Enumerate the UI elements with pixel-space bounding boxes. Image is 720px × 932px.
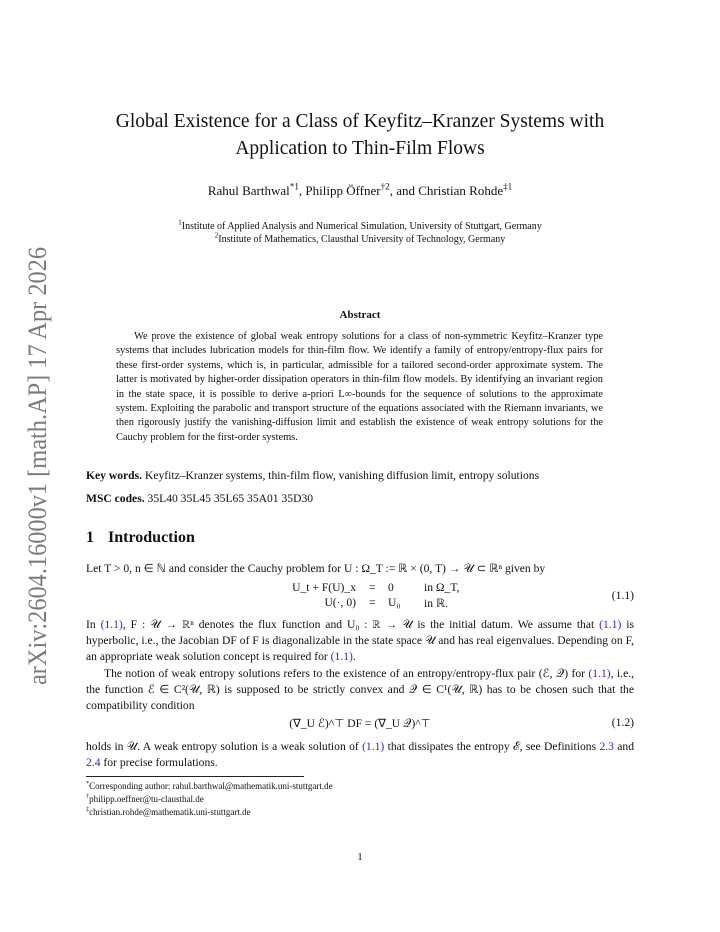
title-line-2: Application to Thin-Film Flows — [235, 138, 485, 159]
paper-title — [86, 108, 634, 162]
title-line-1: Global Existence for a Class of Keyfitz–Kranzer Systems with — [115, 111, 605, 132]
affiliation-text: Institute of Mathematics, Clausthal University of Technology, Germany — [218, 234, 506, 245]
text-run: is hyperbolic, i.e., the Jacobian DF of F is diagonalizable in the state space 𝒰 and has real eigenvalues. Depending on F, an appropriate weak solution concept is required for — [86, 618, 634, 663]
equation-1-2 — [86, 716, 634, 731]
equation-ref-link[interactable]: (1.1) — [362, 740, 385, 753]
equation-ref-link[interactable]: (1.1) — [330, 650, 353, 663]
eq-rhs: 0 — [388, 581, 394, 594]
equation-1-1 — [86, 581, 634, 613]
eq-rel: = — [369, 596, 376, 609]
text-run: . — [352, 650, 356, 663]
text-run: , i.e., the function ℰ ∈ C²(𝒰, ℝ) is supposed to be strictly convex and 𝒬 ∈ C¹(𝒰, ℝ) has to be chosen such that the compatibility condition — [86, 667, 635, 712]
page-number: 1 — [357, 851, 363, 863]
footnote-mark: ‡ — [86, 806, 90, 813]
author-name: Philipp Öffner — [305, 183, 381, 198]
equation-ref-link[interactable]: (1.1) — [599, 618, 622, 631]
footnote-mark: * — [86, 780, 90, 787]
text-run: holds in 𝒰. A weak entropy solution is a weak solution of — [86, 740, 363, 753]
msc-text: 35L40 35L45 35L65 35A01 35D30 — [147, 492, 314, 505]
abstract-text: We prove the existence of global weak entropy solutions for a class of non-symmetric Keyfitz–Kranzer type systems that includes lubrication models for thin-film flow. We identify a family of entropy/entropy-flux pairs for these first-order systems, which is, in particular, admissible for a tailored second-order approximate system. The latter is motivated by higher-order dissipation operators in thin-film flow models. By identifying an invariant region in the state space, it is possible to derive a-priori L∞-bounds for the sequence of solutions to the approximate system. Exploiting the parabolic and transport structure of the equations associated with the Riemann invariants, we then rigorously justify the vanishing-diffusion limit and establish the existence of weak entropy solutions for the Cauchy problem for the first-order systems. — [116, 331, 603, 443]
affiliation — [86, 220, 634, 233]
arxiv-stamp-text: arXiv:2604.16000v1 [math.AP] 17 Apr 2026 — [23, 245, 52, 685]
text-run: for precise formulations. — [100, 756, 218, 769]
author-list — [86, 183, 634, 199]
msc-codes — [86, 492, 646, 505]
footnotes — [86, 780, 333, 819]
text-run: The notion of weak entropy solutions refers to the existence of an entropy/entropy-flux pair (ℰ, 𝒬) for — [104, 667, 589, 680]
text-run: that dissipates the entropy ℰ, see Definitions — [384, 740, 600, 753]
author-separator: , — [298, 183, 306, 198]
author-mark: ‡1 — [503, 181, 513, 192]
affiliation — [86, 233, 634, 246]
footnote-text: Corresponding author: rahul.barthwal@mathematik.uni-stuttgart.de — [89, 781, 333, 791]
author-name: Christian Rohde — [418, 183, 504, 198]
definition-ref-link[interactable]: 2.3 — [599, 740, 614, 753]
text-run: In — [86, 618, 101, 631]
body-paragraph — [86, 739, 634, 771]
author-mark: *1 — [289, 181, 299, 192]
keywords-text: Keyfitz–Kranzer systems, thin-film flow, vanishing diffusion limit, entropy solutions — [144, 469, 540, 482]
footnote — [86, 793, 333, 806]
arxiv-stamp — [6, 245, 62, 685]
definition-ref-link[interactable]: 2.4 — [86, 756, 101, 769]
section-number: 1 — [86, 529, 94, 546]
equation-body: (∇_U ℰ)^⊤ DF = (∇_U 𝒬)^⊤ — [289, 717, 431, 730]
text-run: , F : 𝒰 → ℝⁿ denotes the flux function and U₀ : ℝ → 𝒰 is the initial datum. We assume that — [122, 618, 600, 631]
body-paragraph — [86, 617, 634, 665]
footnote-text: philipp.oeffner@tu-clausthal.de — [89, 794, 204, 804]
msc-label: MSC codes. — [86, 492, 145, 505]
author-mark: †2 — [380, 181, 390, 192]
eq-domain: in Ω_T, — [424, 581, 460, 594]
body-paragraph — [86, 666, 634, 714]
eq-lhs: U_t + F(U)_x — [292, 581, 356, 594]
section-title: Introduction — [108, 529, 195, 546]
section-heading — [86, 529, 195, 547]
equation-ref-link[interactable]: (1.1) — [588, 667, 611, 680]
author-name: Rahul Barthwal — [207, 183, 290, 198]
eq-rel: = — [369, 581, 376, 594]
affiliation-mark: 1 — [178, 218, 182, 227]
equation-number: (1.2) — [611, 716, 634, 729]
affiliation-text: Institute of Applied Analysis and Numerical Simulation, University of Stuttgart, Germany — [181, 221, 542, 232]
footnote — [86, 780, 333, 793]
equation-number: (1.1) — [611, 589, 634, 602]
abstract-heading: Abstract — [339, 309, 381, 321]
intro-paragraph — [86, 561, 634, 577]
footnote — [86, 806, 333, 819]
footnote-text: christian.rohde@mathematik.uni-stuttgart.de — [89, 807, 251, 817]
keywords — [86, 469, 646, 482]
affiliation-mark: 2 — [214, 231, 219, 240]
eq-lhs: U(·, 0) — [324, 596, 356, 609]
intro-text: Let T > 0, n ∈ ℕ and consider the Cauchy problem for U : Ω_T := ℝ × (0, T) → 𝒰 ⊂ ℝⁿ given by — [86, 562, 546, 575]
eq-domain: in ℝ. — [424, 597, 448, 610]
footnote-rule — [86, 776, 304, 777]
author-separator: , and — [389, 183, 419, 198]
keywords-label: Key words. — [86, 469, 143, 482]
equation-ref-link[interactable]: (1.1) — [100, 618, 123, 631]
footnote-mark: † — [86, 793, 90, 800]
affiliations — [86, 220, 634, 246]
text-run: and — [613, 740, 635, 753]
eq-rhs: U₀ — [388, 596, 401, 609]
